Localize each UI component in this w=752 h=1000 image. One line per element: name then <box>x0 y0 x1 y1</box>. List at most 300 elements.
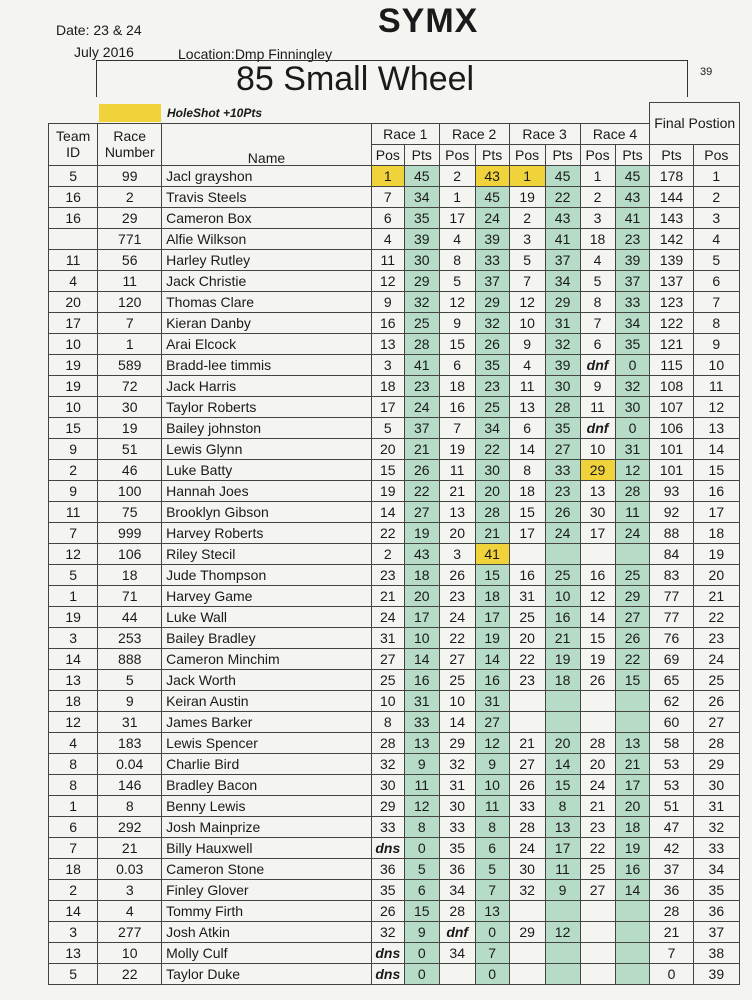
team-id-cell: 13 <box>49 669 98 690</box>
race3-pos-cell: 22 <box>509 648 545 669</box>
final-pts-cell: 77 <box>650 606 693 627</box>
final-pts-cell: 53 <box>650 774 693 795</box>
race3-pos-cell: 28 <box>509 816 545 837</box>
table-row <box>49 669 740 690</box>
race1-pts-cell: 35 <box>404 207 439 228</box>
race2-pts-cell: 35 <box>475 354 509 375</box>
race4-header: Race 4 <box>580 123 650 144</box>
race3-pos-cell <box>509 963 545 984</box>
race4-pts-cell <box>615 711 650 732</box>
race-number-cell: 183 <box>98 732 162 753</box>
table-row <box>49 963 740 984</box>
race-number-cell: 999 <box>98 522 162 543</box>
race-number-cell: 292 <box>98 816 162 837</box>
race-number-cell: 100 <box>98 480 162 501</box>
race1-pts-cell: 25 <box>404 312 439 333</box>
race2-pts-cell: 9 <box>475 753 509 774</box>
race2-pos-cell: 29 <box>439 732 475 753</box>
race4-pts-cell: 18 <box>615 816 650 837</box>
race1-pts-cell: 19 <box>404 522 439 543</box>
final-pts-cell: 101 <box>650 459 693 480</box>
table-row <box>49 165 740 186</box>
race3-pts-cell: 37 <box>545 249 580 270</box>
rider-name-cell: Bailey Bradley <box>162 627 372 648</box>
race2-pos-cell: 5 <box>439 270 475 291</box>
final-pts-cell: 36 <box>650 879 693 900</box>
race2-pos-cell: 9 <box>439 312 475 333</box>
race4-pos-cell: 15 <box>580 627 615 648</box>
race4-pos-cell <box>580 711 615 732</box>
race3-pts-cell: 23 <box>545 480 580 501</box>
race-number-cell: 4 <box>98 900 162 921</box>
final-pos-cell: 8 <box>693 312 739 333</box>
race2-pos-cell: 18 <box>439 375 475 396</box>
race4-pos-cell: 21 <box>580 795 615 816</box>
race-number-cell: 71 <box>98 585 162 606</box>
final-pts-cell: 84 <box>650 543 693 564</box>
table-row <box>49 354 740 375</box>
month-label: July 2016 <box>74 44 134 60</box>
final-pts-cell: 53 <box>650 753 693 774</box>
race1-pos-cell: 29 <box>371 795 404 816</box>
table-row <box>49 543 740 564</box>
race4-pos-cell: 30 <box>580 501 615 522</box>
race1-pts-cell: 28 <box>404 333 439 354</box>
race2-pts-cell: 28 <box>475 501 509 522</box>
name-header: Name <box>162 123 372 165</box>
race-number-cell: 5 <box>98 669 162 690</box>
race2-pos-cell: 32 <box>439 753 475 774</box>
race1-pos-cell: 13 <box>371 333 404 354</box>
race2-pts-cell: 24 <box>475 207 509 228</box>
race1-pts-cell: 24 <box>404 396 439 417</box>
race4-pts-cell <box>615 942 650 963</box>
race1-pts-cell: 14 <box>404 648 439 669</box>
final-pts-cell: 88 <box>650 522 693 543</box>
race-number-cell: 253 <box>98 627 162 648</box>
race1-pts-cell: 39 <box>404 228 439 249</box>
race1-pts-cell: 37 <box>404 417 439 438</box>
rider-name-cell: Lewis Spencer <box>162 732 372 753</box>
team-id-cell: 18 <box>49 858 98 879</box>
race1-pos-cell: 20 <box>371 438 404 459</box>
race-number-cell: 8 <box>98 795 162 816</box>
race-number-cell: 21 <box>98 837 162 858</box>
rider-name-cell: Charlie Bird <box>162 753 372 774</box>
race4-pts-cell: 17 <box>615 774 650 795</box>
final-pos-cell: 39 <box>693 963 739 984</box>
race2-pts-cell: 12 <box>475 732 509 753</box>
race4-pos-cell: 17 <box>580 522 615 543</box>
table-row <box>49 648 740 669</box>
final-pts-cell: 42 <box>650 837 693 858</box>
race2-pos-cell: 35 <box>439 837 475 858</box>
race4-pos-cell: 25 <box>580 858 615 879</box>
table-row <box>49 585 740 606</box>
race3-pts-cell: 15 <box>545 774 580 795</box>
race1-pos-cell: 21 <box>371 585 404 606</box>
final-pos-cell: 17 <box>693 501 739 522</box>
race3-pos-cell: 1 <box>509 165 545 186</box>
race1-pts-cell: 16 <box>404 669 439 690</box>
race3-pts-cell: 34 <box>545 270 580 291</box>
race2-pos-cell: 30 <box>439 795 475 816</box>
final-pos-cell: 4 <box>693 228 739 249</box>
results-table <box>48 102 740 985</box>
final-pts-cell: 60 <box>650 711 693 732</box>
team-id-cell: 19 <box>49 354 98 375</box>
final-pts-cell: 77 <box>650 585 693 606</box>
race4-pts-cell: 37 <box>615 270 650 291</box>
race2-pos-cell: 12 <box>439 291 475 312</box>
team-id-cell: 10 <box>49 333 98 354</box>
race2-pos-cell: 7 <box>439 417 475 438</box>
race2-pos-cell: 10 <box>439 690 475 711</box>
race2-pts-cell: 43 <box>475 165 509 186</box>
final-pts-cell: 37 <box>650 858 693 879</box>
race-number-cell: 9 <box>98 690 162 711</box>
final-pos-cell: 31 <box>693 795 739 816</box>
race4-pts-cell: 11 <box>615 501 650 522</box>
team-id-cell: 14 <box>49 900 98 921</box>
final-pts-cell: 76 <box>650 627 693 648</box>
race4-pts-cell: 21 <box>615 753 650 774</box>
final-pos-cell: 19 <box>693 543 739 564</box>
race2-header: Race 2 <box>439 123 509 144</box>
final-pts-cell: 106 <box>650 417 693 438</box>
final-pts-cell: 108 <box>650 375 693 396</box>
final-position-header: Final Postion <box>650 103 740 145</box>
final-pts-header: Pts <box>650 144 693 165</box>
race3-pos-cell: 3 <box>509 228 545 249</box>
race4-pos-cell: 6 <box>580 333 615 354</box>
race4-pos-cell: 7 <box>580 312 615 333</box>
race1-pts-cell: 34 <box>404 186 439 207</box>
pos-header: Pos <box>580 144 615 165</box>
race4-pts-cell: 30 <box>615 396 650 417</box>
team-id-cell: 7 <box>49 837 98 858</box>
final-pos-cell: 29 <box>693 753 739 774</box>
team-id-cell: 14 <box>49 648 98 669</box>
race2-pts-cell: 41 <box>475 543 509 564</box>
race1-pos-cell: 6 <box>371 207 404 228</box>
race2-pos-cell: 20 <box>439 522 475 543</box>
race-number-cell: 30 <box>98 396 162 417</box>
race-number-cell: 22 <box>98 963 162 984</box>
race4-pts-cell: 22 <box>615 648 650 669</box>
race-number-cell: 10 <box>98 942 162 963</box>
race1-pts-cell: 30 <box>404 249 439 270</box>
header-row-top <box>49 103 740 124</box>
final-pos-cell: 24 <box>693 648 739 669</box>
race3-pos-cell: 4 <box>509 354 545 375</box>
race2-pts-cell: 20 <box>475 480 509 501</box>
race2-pts-cell: 26 <box>475 333 509 354</box>
table-row <box>49 606 740 627</box>
rider-name-cell: Luke Batty <box>162 459 372 480</box>
race2-pos-cell: 34 <box>439 942 475 963</box>
race3-pos-cell <box>509 711 545 732</box>
race4-pts-cell: 23 <box>615 228 650 249</box>
race2-pos-cell: 17 <box>439 207 475 228</box>
race1-pts-cell: 41 <box>404 354 439 375</box>
race4-pos-cell <box>580 921 615 942</box>
final-pts-cell: 142 <box>650 228 693 249</box>
date-label: Date: 23 & 24 <box>56 22 142 38</box>
location-label: Location:Dmp Finningley <box>178 46 333 62</box>
race1-pos-cell: 26 <box>371 900 404 921</box>
race-number-cell: 0.04 <box>98 753 162 774</box>
race2-pos-cell: 34 <box>439 879 475 900</box>
race3-pos-cell: 5 <box>509 249 545 270</box>
race1-pts-cell: 29 <box>404 270 439 291</box>
race3-pts-cell <box>545 900 580 921</box>
race2-pts-cell: 6 <box>475 837 509 858</box>
race1-pos-cell: dns <box>371 837 404 858</box>
final-pts-cell: 0 <box>650 963 693 984</box>
table-row <box>49 879 740 900</box>
rider-name-cell: Hannah Joes <box>162 480 372 501</box>
table-row <box>49 249 740 270</box>
final-pts-cell: 28 <box>650 900 693 921</box>
race2-pts-cell: 34 <box>475 417 509 438</box>
race1-pos-cell: 31 <box>371 627 404 648</box>
race4-pos-cell: 14 <box>580 606 615 627</box>
race-number-header: Race Number <box>98 123 162 165</box>
table-row <box>49 837 740 858</box>
race3-pts-cell: 32 <box>545 333 580 354</box>
race3-pos-cell: 21 <box>509 732 545 753</box>
rider-name-cell: Jack Christie <box>162 270 372 291</box>
race1-pos-cell: dns <box>371 963 404 984</box>
final-pts-cell: 92 <box>650 501 693 522</box>
rider-name-cell: Jack Worth <box>162 669 372 690</box>
race3-pts-cell: 13 <box>545 816 580 837</box>
race-number-cell: 3 <box>98 879 162 900</box>
race3-pos-cell: 8 <box>509 459 545 480</box>
race2-pos-cell: 36 <box>439 858 475 879</box>
team-id-cell: 3 <box>49 627 98 648</box>
team-id-cell: 8 <box>49 774 98 795</box>
race2-pos-cell: 13 <box>439 501 475 522</box>
rider-name-cell: Jude Thompson <box>162 564 372 585</box>
race3-pos-cell <box>509 942 545 963</box>
race4-pts-cell: 43 <box>615 186 650 207</box>
race2-pos-cell: 24 <box>439 606 475 627</box>
race3-pts-cell: 33 <box>545 459 580 480</box>
rider-name-cell: Kieran Danby <box>162 312 372 333</box>
final-pts-cell: 115 <box>650 354 693 375</box>
team-id-cell <box>49 228 98 249</box>
race1-pts-cell: 9 <box>404 753 439 774</box>
race4-pts-cell: 0 <box>615 354 650 375</box>
race3-pts-cell: 26 <box>545 501 580 522</box>
race3-pos-cell: 17 <box>509 522 545 543</box>
final-pts-cell: 178 <box>650 165 693 186</box>
race3-pts-cell: 22 <box>545 186 580 207</box>
race1-pts-cell: 45 <box>404 165 439 186</box>
race1-pos-cell: 15 <box>371 459 404 480</box>
rider-name-cell: Bradley Bacon <box>162 774 372 795</box>
race4-pos-cell: 20 <box>580 753 615 774</box>
race2-pos-cell: 27 <box>439 648 475 669</box>
race3-pos-cell: 11 <box>509 375 545 396</box>
table-row <box>49 627 740 648</box>
race4-pts-cell: 31 <box>615 438 650 459</box>
race1-pos-cell: 17 <box>371 396 404 417</box>
race-number-cell: 146 <box>98 774 162 795</box>
race4-pos-cell: dnf <box>580 354 615 375</box>
final-pos-cell: 7 <box>693 291 739 312</box>
final-pos-cell: 2 <box>693 186 739 207</box>
race1-pts-cell: 10 <box>404 627 439 648</box>
team-id-cell: 5 <box>49 963 98 984</box>
final-pts-cell: 137 <box>650 270 693 291</box>
race3-pos-cell: 31 <box>509 585 545 606</box>
race3-pos-cell: 27 <box>509 753 545 774</box>
race4-pos-cell: dnf <box>580 417 615 438</box>
race3-pts-cell: 10 <box>545 585 580 606</box>
race3-pts-cell: 39 <box>545 354 580 375</box>
race2-pts-cell: 17 <box>475 606 509 627</box>
race3-pts-cell <box>545 942 580 963</box>
race1-pts-cell: 43 <box>404 543 439 564</box>
race3-pts-cell: 12 <box>545 921 580 942</box>
final-pos-cell: 21 <box>693 585 739 606</box>
race2-pts-cell: 7 <box>475 942 509 963</box>
race2-pts-cell: 19 <box>475 627 509 648</box>
race4-pts-cell: 26 <box>615 627 650 648</box>
final-pts-cell: 144 <box>650 186 693 207</box>
final-pts-cell: 51 <box>650 795 693 816</box>
race3-pos-cell <box>509 690 545 711</box>
race1-pts-cell: 23 <box>404 375 439 396</box>
team-id-cell: 12 <box>49 543 98 564</box>
team-id-cell: 7 <box>49 522 98 543</box>
final-pts-cell: 83 <box>650 564 693 585</box>
table-row <box>49 459 740 480</box>
table-row <box>49 480 740 501</box>
team-id-cell: 8 <box>49 753 98 774</box>
final-pts-cell: 139 <box>650 249 693 270</box>
race2-pos-cell: 6 <box>439 354 475 375</box>
team-id-cell: 19 <box>49 606 98 627</box>
race1-pos-cell: 36 <box>371 858 404 879</box>
rider-name-cell: Lewis Glynn <box>162 438 372 459</box>
race2-pos-cell: dnf <box>439 921 475 942</box>
race3-pos-cell: 9 <box>509 333 545 354</box>
race2-pts-cell: 27 <box>475 711 509 732</box>
rider-name-cell: Finley Glover <box>162 879 372 900</box>
race2-pts-cell: 23 <box>475 375 509 396</box>
race2-pos-cell: 19 <box>439 438 475 459</box>
table-row <box>49 711 740 732</box>
race2-pos-cell: 8 <box>439 249 475 270</box>
race4-pts-cell: 28 <box>615 480 650 501</box>
race1-pts-cell: 12 <box>404 795 439 816</box>
race1-pts-cell: 5 <box>404 858 439 879</box>
race2-pos-cell: 28 <box>439 900 475 921</box>
team-id-cell: 9 <box>49 480 98 501</box>
race3-pos-cell: 16 <box>509 564 545 585</box>
race4-pts-cell: 24 <box>615 522 650 543</box>
rider-name-cell: Harvey Roberts <box>162 522 372 543</box>
race-number-cell: 120 <box>98 291 162 312</box>
rider-name-cell: Cameron Box <box>162 207 372 228</box>
race3-pts-cell: 16 <box>545 606 580 627</box>
race3-pos-cell: 24 <box>509 837 545 858</box>
final-pos-cell: 28 <box>693 732 739 753</box>
rider-name-cell: Molly Culf <box>162 942 372 963</box>
race1-pts-cell: 21 <box>404 438 439 459</box>
race2-pos-cell <box>439 963 475 984</box>
race4-pos-cell: 13 <box>580 480 615 501</box>
final-pos-cell: 11 <box>693 375 739 396</box>
race2-pts-cell: 13 <box>475 900 509 921</box>
table-row <box>49 501 740 522</box>
race1-pos-cell: 4 <box>371 228 404 249</box>
final-pts-cell: 58 <box>650 732 693 753</box>
header-row-races <box>49 123 740 144</box>
race4-pos-cell: 24 <box>580 774 615 795</box>
race-number-cell: 51 <box>98 438 162 459</box>
race1-pos-cell: 30 <box>371 774 404 795</box>
race-number-cell: 46 <box>98 459 162 480</box>
team-id-cell: 18 <box>49 690 98 711</box>
race4-pos-cell: 29 <box>580 459 615 480</box>
race2-pts-cell: 29 <box>475 291 509 312</box>
race-number-cell: 1 <box>98 333 162 354</box>
race1-pts-cell: 8 <box>404 816 439 837</box>
race4-pos-cell <box>580 942 615 963</box>
final-pos-cell: 23 <box>693 627 739 648</box>
team-id-cell: 16 <box>49 186 98 207</box>
table-row <box>49 312 740 333</box>
table-row <box>49 921 740 942</box>
corner-number: 39 <box>700 66 713 78</box>
race3-pts-cell <box>545 963 580 984</box>
race2-pos-cell: 3 <box>439 543 475 564</box>
table-row <box>49 186 740 207</box>
final-pos-cell: 1 <box>693 165 739 186</box>
race3-pos-cell: 33 <box>509 795 545 816</box>
rider-name-cell: Cameron Minchim <box>162 648 372 669</box>
race1-pos-cell: 27 <box>371 648 404 669</box>
race2-pts-cell: 16 <box>475 669 509 690</box>
holeshot-label: HoleShot +10Pts <box>167 106 263 120</box>
race4-pts-cell: 15 <box>615 669 650 690</box>
race4-pos-cell: 19 <box>580 648 615 669</box>
race4-pts-cell: 29 <box>615 585 650 606</box>
race2-pos-cell: 25 <box>439 669 475 690</box>
race4-pos-cell: 1 <box>580 165 615 186</box>
race2-pts-cell: 37 <box>475 270 509 291</box>
team-id-cell: 3 <box>49 921 98 942</box>
race3-pos-cell: 19 <box>509 186 545 207</box>
race-number-cell: 44 <box>98 606 162 627</box>
table-row <box>49 270 740 291</box>
race3-pts-cell: 45 <box>545 165 580 186</box>
race1-pos-cell: 32 <box>371 753 404 774</box>
final-pts-cell: 101 <box>650 438 693 459</box>
table-row <box>49 942 740 963</box>
race4-pts-cell <box>615 963 650 984</box>
race2-pos-cell: 23 <box>439 585 475 606</box>
table-row <box>49 816 740 837</box>
rider-name-cell: Brooklyn Gibson <box>162 501 372 522</box>
race2-pts-cell: 0 <box>475 921 509 942</box>
rider-name-cell: Josh Mainprize <box>162 816 372 837</box>
